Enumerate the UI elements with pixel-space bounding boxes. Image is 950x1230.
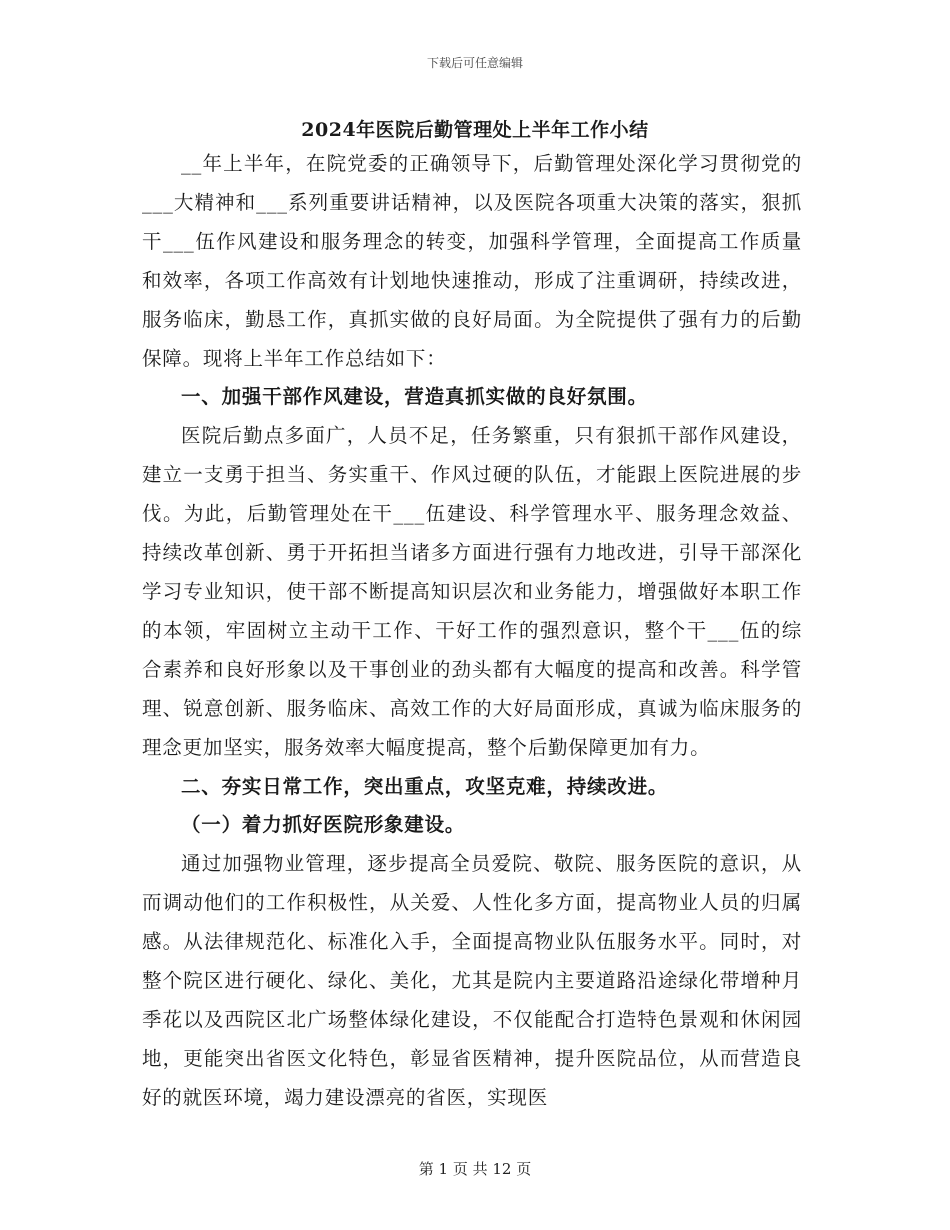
subsection-heading-1: （一）着力抓好医院形象建设。 [181, 813, 466, 837]
paragraph-section-1: 医院后勤点多面广，人员不足，任务繁重，只有狠抓干部作风建设，建立一支勇于担当、务实重干、作风过硬的队伍，才能跟上医院进展的步伐。为此，后勤管理处在干___伍建设、科学管理水平、服务理念效益、持续改革创新、勇于开拓担当诸多方面进行强有力地改进，引导干部深化学习专业知识，使干部不断提高知识层次和业务能力，增强做好本职工作的本领，牢固树立主动干工作、干好工作的强烈意识，整个干___伍的综合素养和良好形象以及干事创业的劲头都有大幅度的提高和改善。科学管理、锐意创新、服务临床、高效工作的大好局面形成，真诚为临床服务的理念更加坚实，服务效率大幅度提高，整个后勤保障更加有力。 [142, 424, 802, 759]
paragraph-subsection-1: 通过加强物业管理，逐步提高全员爱院、敬院、服务医院的意识，从而调动他们的工作积极性，从关爱、人性化多方面，提高物业人员的归属感。从法律规范化、标准化入手，全面提高物业队伍服务水平。同时，对整个院区进行硬化、绿化、美化，尤其是院内主要道路沿途绿化带增种月季花以及西院区北广场整体绿化建设，不仅能配合打造特色景观和休闲园地，更能突出省医文化特色，彰显省医精神，提升医院品位，从而营造良好的就医环境，竭力建设漂亮的省医，实现医 [142, 852, 802, 1109]
header-note: 下载后可任意编辑 [426, 56, 523, 70]
document-title: 2024年医院后勤管理处上半年工作小结 [301, 119, 649, 141]
page-footer: 第 1 页 共 12 页 [418, 1160, 532, 1178]
section-heading-1: 一、加强干部作风建设，营造真抓实做的良好氛围。 [181, 385, 648, 409]
section-heading-2: 二、夯实日常工作，突出重点，攻坚克难，持续改进。 [181, 774, 669, 798]
document-body [142, 145, 802, 1118]
paragraph-intro: __年上半年，在院党委的正确领导下，后勤管理处深化学习贯彻党的___大精神和___系列重要讲话精神，以及医院各项重大决策的落实，狠抓干___伍作风建设和服务理念的转变，加强科学管理，全面提高工作质量和效率，各项工作高效有计划地快速推动，形成了注重调研，持续改进，服务临床，勤恳工作，真抓实做的良好局面。为全院提供了强有力的后勤保障。现将上半年工作总结如下： [142, 152, 802, 370]
